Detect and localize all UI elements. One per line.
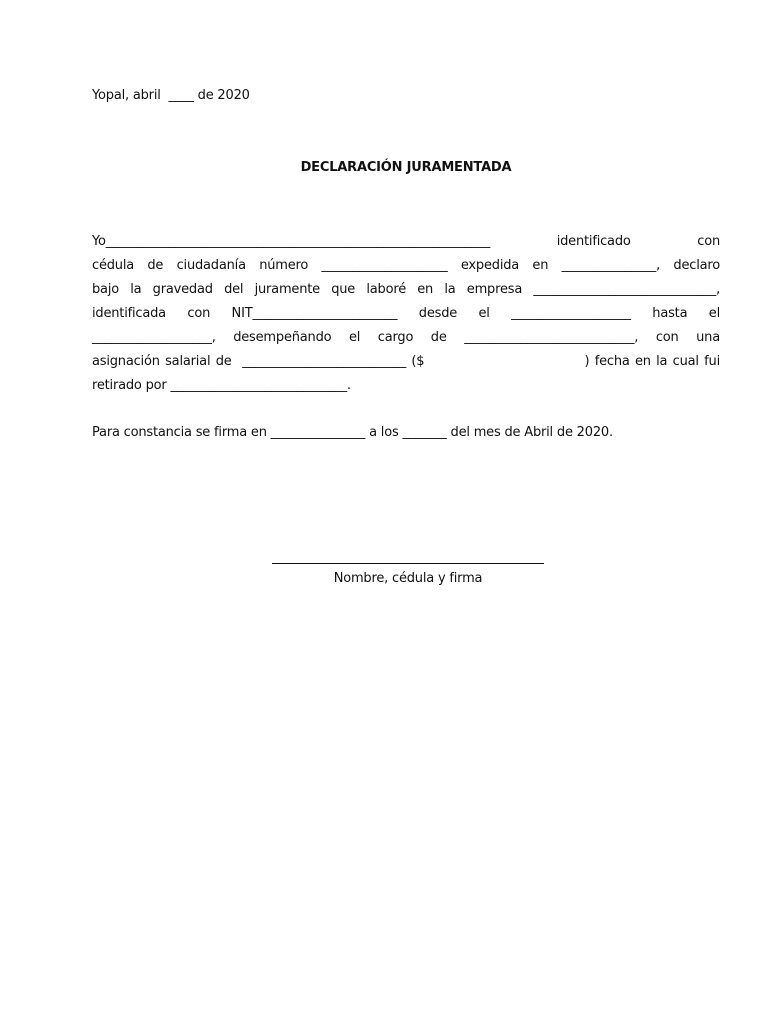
signature-line <box>272 563 544 564</box>
paragraph-line-6: asignación salarial de __________________________ ($ ) fecha en la cual fui <box>92 354 720 369</box>
document-title: DECLARACIÓN JURAMENTADA <box>300 160 512 175</box>
paragraph-line-3: bajo la gravedad del juramente que laboré en la empresa _____________________________, <box>92 282 720 297</box>
closing-line: Para constancia se firma en _______________ a los _______ del mes de Abril de 2020. <box>92 425 613 440</box>
paragraph-line-4: identificada con NIT_______________________ desde el ___________________ hasta el <box>92 306 720 321</box>
place-date-line: Yopal, abril ____ de 2020 <box>92 88 250 103</box>
paragraph-line-1: Yo_____________________________________________________________ identificado con <box>92 234 720 249</box>
signature-label: Nombre, cédula y firma <box>333 571 483 586</box>
paragraph-line-2: cédula de ciudadanía número ____________________ expedida en _______________, declaro <box>92 258 720 273</box>
paragraph-line-5: ___________________, desempeñando el cargo de ___________________________, con una <box>92 330 720 345</box>
paragraph-line-7: retirado por ____________________________. <box>92 378 351 393</box>
